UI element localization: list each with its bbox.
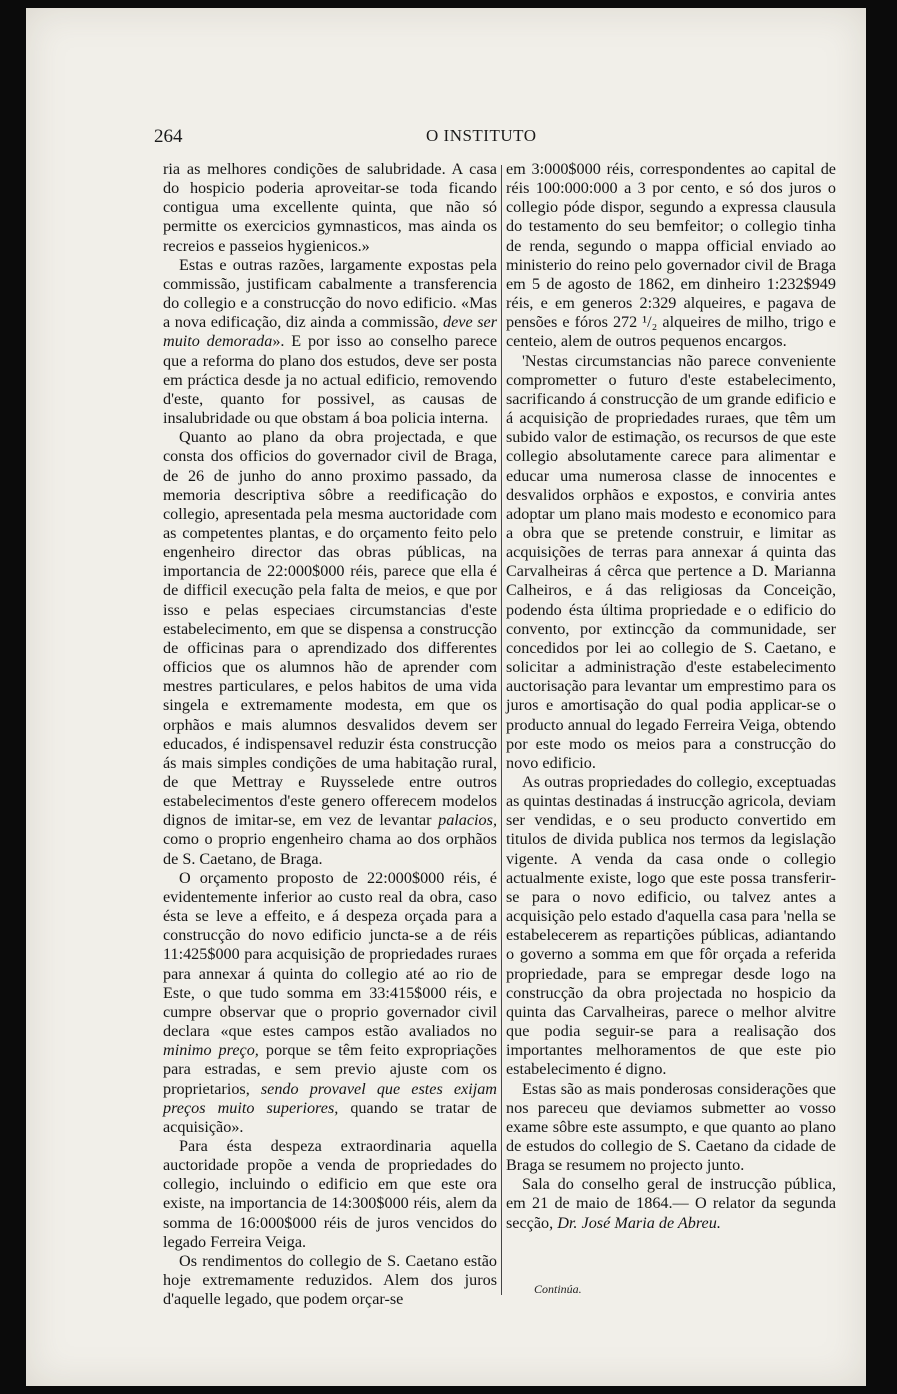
paragraph bbox=[506, 352, 836, 773]
paragraph-text: Para ésta despeza extraordinaria aquella auctoridade propõe a venda de propriedades do collegio, incluindo o edificio em que este ora existe, na importancia de 14:300$000 réis, alem da somma de 16:000$000 réis de juros vencidos do legado Ferreira Veiga. bbox=[163, 1136, 497, 1251]
column-divider bbox=[501, 165, 502, 1295]
paragraph-text: O orçamento proposto de 22:000$000 réis, é evidentemente inferior ao custo real da obra, caso ésta se leve a effeito, e á despeza orçada para a construcção do novo edificio juncta-se a de réis 11:425$000 para acquisição de propriedades ruraes para annexar á quinta do collegio até ao rio de Este, o que tudo somma em 33:415$000 réis, e cumpre observar que o proprio governador civil declara «que estes campos estão avaliados no bbox=[163, 868, 497, 1041]
left-column bbox=[163, 160, 497, 1309]
paragraph bbox=[506, 160, 836, 352]
paragraph bbox=[506, 1080, 836, 1176]
italic-text: sendo provavel que estes exijam preços muito superiores, bbox=[163, 1079, 497, 1117]
right-column bbox=[506, 160, 836, 1233]
paragraph bbox=[506, 773, 836, 1080]
paragraph-text: ria as melhores condições de salubridade. A casa do hospicio poderia aproveitar-se toda ficando contigua uma excellente quinta, que não só permitte os exercicios gymnasticos, mas ainda os recreios e passeios hygienicos.» bbox=[163, 160, 497, 255]
continued-note: Continúa. bbox=[534, 1282, 582, 1296]
page-number: 264 bbox=[154, 126, 183, 147]
paragraph bbox=[163, 1252, 497, 1309]
paragraph-text: Os rendimentos do collegio de S. Caetano estão hoje extremamente reduzidos. Alem dos juros d'aquelle legado, que podem orçar-se bbox=[163, 1251, 497, 1309]
italic-text: minimo preço, bbox=[163, 1041, 259, 1060]
paragraph-text: em 3:000$000 réis, correspondentes ao capital de réis 100:000:000 a 3 por cento, e só dos juros o collegio póde dispor, segundo a expressa clausula do testamento do seu bemfeitor; o collegio tinha de renda, segundo o mappa official enviado ao ministerio do reino pelo governador civil de Braga em 5 de agosto de 1862, em dinheiro 1:232$949 réis, e em generos 2:329 alqueires, e pagava de pensões e fóros 272 ¹/₂ alqueires de milho, trigo e centeio, alem de outros pequenos encargos. bbox=[506, 160, 836, 351]
paragraph-text: Estas e outras razões, largamente expostas pela commissão, justificam cabalmente a transferencia do collegio e a construcção do novo edificio. «Mas a nova edificação, diz ainda a commissão, bbox=[163, 255, 497, 332]
paragraph-text: Sala do conselho geral de instrucção pública, em 21 de maio de 1864.— O relator da segunda secção, bbox=[506, 1175, 836, 1232]
running-head: O INSTITUTO bbox=[426, 126, 537, 145]
paragraph bbox=[163, 428, 497, 869]
paragraph bbox=[163, 160, 497, 256]
paragraph bbox=[163, 1137, 497, 1252]
author-name: Dr. José Maria de Abreu. bbox=[557, 1213, 721, 1232]
page-header bbox=[154, 120, 854, 148]
italic-text: palacios, bbox=[438, 811, 497, 830]
paragraph-text: porque se têm feito expropriações para estradas, e sem previo ajuste com os proprietarios, bbox=[163, 1041, 497, 1098]
italic-text: deve ser muito demorada bbox=[163, 313, 498, 351]
paragraph-text: quando se tratar de acquisição». bbox=[163, 1098, 497, 1136]
paragraph-text: como o proprio engenheiro chama ao dos orphãos de S. Caetano, de Braga. bbox=[163, 830, 497, 868]
paragraph bbox=[163, 256, 497, 428]
paragraph-text: Quanto ao plano da obra projectada, e que consta dos officios do governador civil de Braga, de 26 de junho do anno proximo passado, da memoria descriptiva sôbre a reedificação do collegio, apresentada pela mesma auctoridade com as competentes plantas, e do orçamento feito pelo engenheiro director das obras públicas, na importancia de 22:000$000 réis, parece que ella é de difficil execução pela falta de meios, e que por isso e pelas especiaes circumstancias d'este estabelecimento, em que se dispensa a construcção de officinas para o aprendizado dos differentes officios que os alumnos hão de aprender com mestres particulares, e pelos habitos de uma vida singela e extremamente modesta, em que os orphãos e mais alumnos desvalidos devem ser educados, é indispensavel reduzir ésta construcção ás mais simples condições de uma habitação rural, de que Mettray e Ruysselede entre outros estabelecimentos d'este genero offerecem modelos dignos de imitar-se, em vez de levantar bbox=[163, 428, 497, 830]
signature-paragraph bbox=[506, 1175, 836, 1232]
paragraph-text: 'Nestas circumstancias não parece conveniente comprometter o futuro d'este estabelecimento, sacrificando á construcção de um grande edificio e á acquisição de propriedades ruraes, que têm um subido valor de estimação, os recursos de que este collegio absolutamente carece para alimentar e educar uma numerosa classe de innocentes e desvalidos orphãos e expostos, e conviria antes adoptar um plano mais modesto e economico para a obra que se pretende construir, e limitar as acquisições de terras para annexar á quinta das Carvalheiras á cêrca que pertence a D. Marianna Calheiros, e á das religiosas da Conceição, podendo ésta última propriedade e o edificio do convento, por extincção da communidade, ser concedidos por lei ao collegio de S. Caetano, e solicitar a administração d'este estabelecimento auctorisação para levantar um emprestimo para os juros e amortisação do qual podia applicar-se o producto annual do legado Ferreira Veiga, obtendo por este modo os meios para a construcção do novo edificio. bbox=[506, 351, 836, 772]
paragraph-text: As outras propriedades do collegio, exceptuadas as quintas destinadas á instrucção agricola, deviam ser vendidas, e o seu producto convertido em titulos de divida publica nos termos da legislação vigente. A venda da casa onde o collegio actualmente existe, logo que este possa transferir-se para o novo edificio, ou talvez antes a acquisição pelo estado d'aquella casa para 'nella se estabelecerem as repartições públicas, adiantando o governo a somma em que fôr orçada a referida propriedade, para se empregar desde logo na construcção da obra projectada no hospicio da quinta das Carvalheiras, parece o melhor alvitre que podia seguir-se para a realisação dos importantes melhoramentos de que este pio estabelecimento é digno. bbox=[506, 773, 836, 1079]
paragraph bbox=[163, 869, 497, 1137]
paragraph-text: ». E por isso ao conselho parece que a reforma do plano dos estudos, deve ser posta em práctica desde ja no actual edificio, removendo d'este, quanto for possivel, as causas de insalubridade ou que obstam á boa policia interna. bbox=[163, 332, 498, 428]
paragraph-text: Estas são as mais ponderosas considerações que nos pareceu que deviamos submetter ao vosso exame sôbre este assumpto, e que quanto ao plano de estudos do collegio de S. Caetano da cidade de Braga se resumem no projecto junto. bbox=[506, 1079, 836, 1175]
